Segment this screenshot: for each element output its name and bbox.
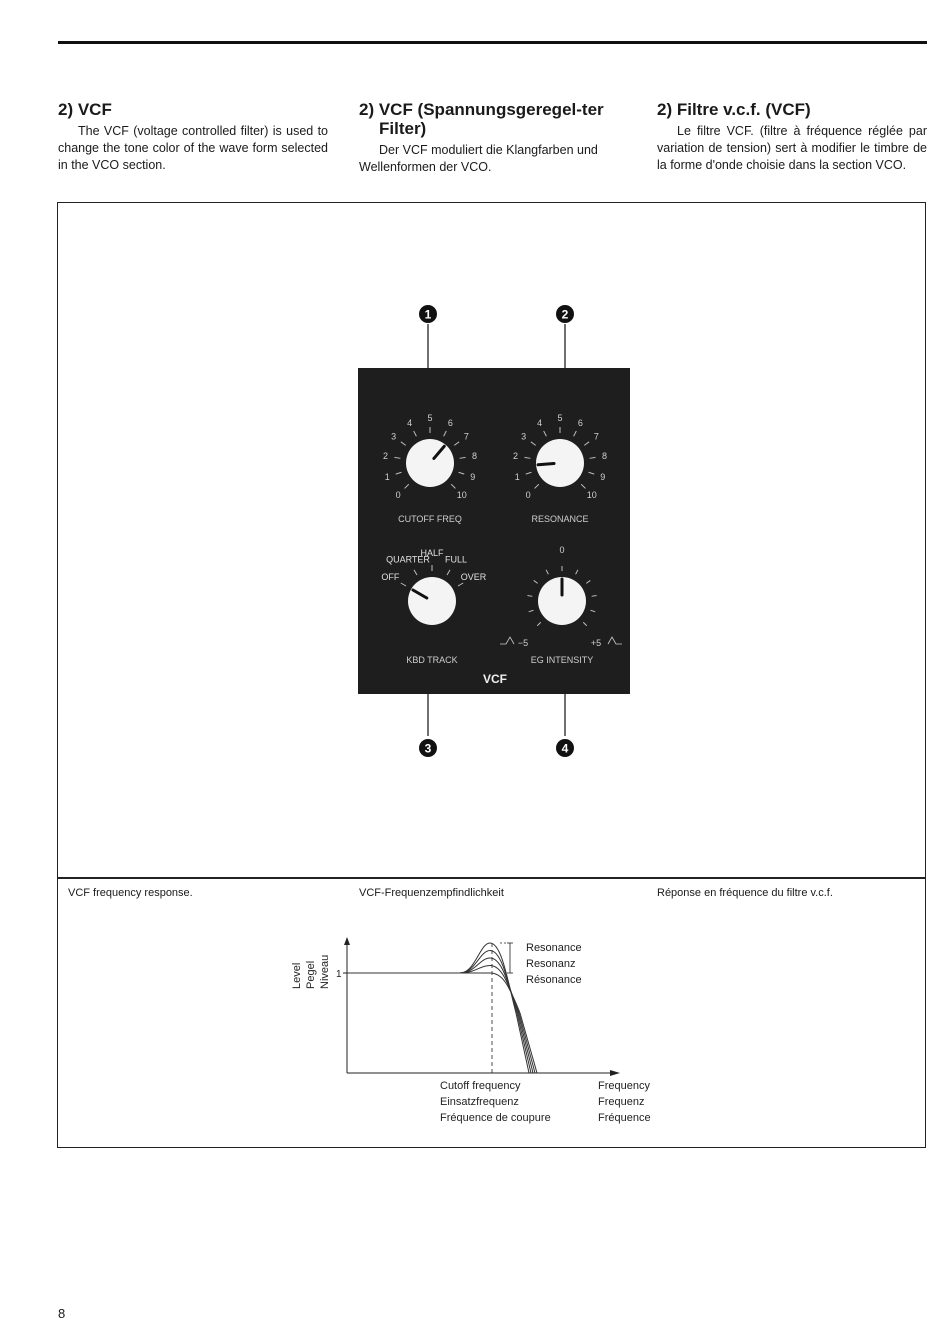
kbd-track-position-label: QUARTER — [386, 554, 430, 565]
eg-max-label: +5 — [590, 638, 602, 648]
cutoff-tick-label: 4 — [407, 417, 413, 428]
resonance-tick-label: 2 — [513, 450, 519, 461]
cutoff-label-fr: Fréquence de coupure — [440, 1112, 551, 1124]
resonance-tick-label: 4 — [537, 417, 543, 428]
heading-en: 2) VCF — [58, 100, 112, 119]
resonance-tick-label: 9 — [600, 471, 606, 482]
eg-center-label: 0 — [559, 545, 565, 555]
cutoff-tick-label: 2 — [383, 450, 389, 461]
resonance-tick-label: 3 — [521, 431, 527, 442]
section-french — [657, 100, 927, 174]
page-number: 8 — [58, 1306, 66, 1321]
x-label-fr: Fréquence — [598, 1112, 651, 1124]
cutoff-freq-knob[interactable] — [406, 439, 454, 487]
panel-background — [358, 368, 630, 694]
heading-de: 2) VCF (Spannungsgeregel-ter Filter) — [359, 100, 604, 138]
cutoff-label-de: Einsatzfrequenz — [440, 1096, 519, 1108]
callout-4: 4 — [561, 741, 569, 756]
section-german — [359, 100, 632, 176]
x-axis-arrow — [610, 1070, 620, 1076]
response-curves — [347, 943, 537, 1073]
cutoff-tick-label: 8 — [471, 450, 477, 461]
cutoff-tick-label: 1 — [384, 471, 390, 482]
kbd-track-position-label: FULL — [444, 554, 468, 565]
cutoff-tick-label: 6 — [447, 417, 453, 428]
response-curve — [347, 973, 537, 1073]
resonance-label: RESONANCE — [531, 514, 589, 524]
cutoff-tick-label: 0 — [395, 489, 401, 500]
resonance-tick-label: 5 — [557, 413, 563, 423]
y-label-de: Pegel — [305, 960, 317, 989]
resonance-tick-label: 0 — [525, 489, 531, 500]
resonance-label-fr: Résonance — [526, 974, 582, 986]
y-tick-1: 1 — [336, 969, 342, 980]
cutoff-tick-label: 7 — [463, 431, 469, 442]
kbd-track-position-label: OFF — [381, 572, 400, 582]
caption-fr: Réponse en fréquence du filtre v.c.f. — [657, 887, 833, 899]
resonance-tick-label: 7 — [593, 431, 599, 442]
kbd-track-position-label: OVER — [460, 572, 487, 582]
resonance-tick-label: 8 — [601, 450, 607, 461]
panel-title: VCF — [483, 672, 507, 686]
y-label-en: Level — [291, 962, 303, 989]
callout-2: 2 — [561, 307, 569, 322]
resonance-tick-label: 1 — [514, 471, 520, 482]
resonance-pointer — [538, 463, 554, 464]
resonance-label-en: Resonance — [526, 942, 582, 954]
eg-intensity-label: EG INTENSITY — [530, 655, 594, 665]
caption-en: VCF frequency response. — [68, 887, 193, 899]
y-axis-arrow — [344, 937, 350, 945]
kbd-track-position-label: HALF — [420, 548, 444, 558]
eg-min-label: −5 — [517, 638, 529, 648]
response-curve — [347, 958, 533, 1073]
figure-divider — [57, 877, 926, 879]
resonance-tick-label: 10 — [586, 489, 597, 500]
kbd-track-label: KBD TRACK — [406, 655, 458, 665]
cutoff-tick-label: 10 — [456, 489, 467, 500]
x-label-de: Frequenz — [598, 1096, 645, 1108]
callout-1: 1 — [424, 307, 432, 322]
response-curve — [347, 966, 535, 1074]
body-de: Der VCF moduliert die Klangfarben und Wellenformen der VCO. — [359, 143, 598, 174]
y-label-fr: Niveau — [319, 954, 331, 989]
body-en: The VCF (voltage controlled filter) is used to change the tone color of the wave form selected in the VCO section. — [58, 124, 328, 172]
cutoff-label-en: Cutoff frequency — [440, 1080, 521, 1092]
kbd-track-knob[interactable] — [408, 577, 456, 625]
callout-3: 3 — [424, 741, 432, 756]
resonance-label-de: Resonanz — [526, 958, 576, 970]
resonance-tick-label: 6 — [577, 417, 583, 428]
response-curve — [347, 951, 531, 1074]
cutoff-tick-label: 9 — [470, 471, 476, 482]
section-english — [58, 100, 328, 174]
x-label-en: Frequency — [598, 1080, 650, 1092]
frequency-response-chart — [280, 925, 680, 1130]
cutoff-freq-label: CUTOFF FREQ — [398, 514, 462, 524]
caption-de: VCF-Frequenzempfindlichkeit — [359, 887, 504, 899]
cutoff-tick-label: 5 — [427, 413, 433, 423]
cutoff-tick-label: 3 — [391, 431, 397, 442]
top-rule — [58, 41, 927, 44]
heading-fr: 2) Filtre v.c.f. (VCF) — [657, 100, 811, 119]
vcf-panel-figure — [340, 296, 650, 776]
body-fr: Le filtre VCF. (filtre à fréquence réglée par variation de tension) sert à modifier le timbre de la forme d'onde choisie dans la section VCO. — [657, 124, 927, 172]
